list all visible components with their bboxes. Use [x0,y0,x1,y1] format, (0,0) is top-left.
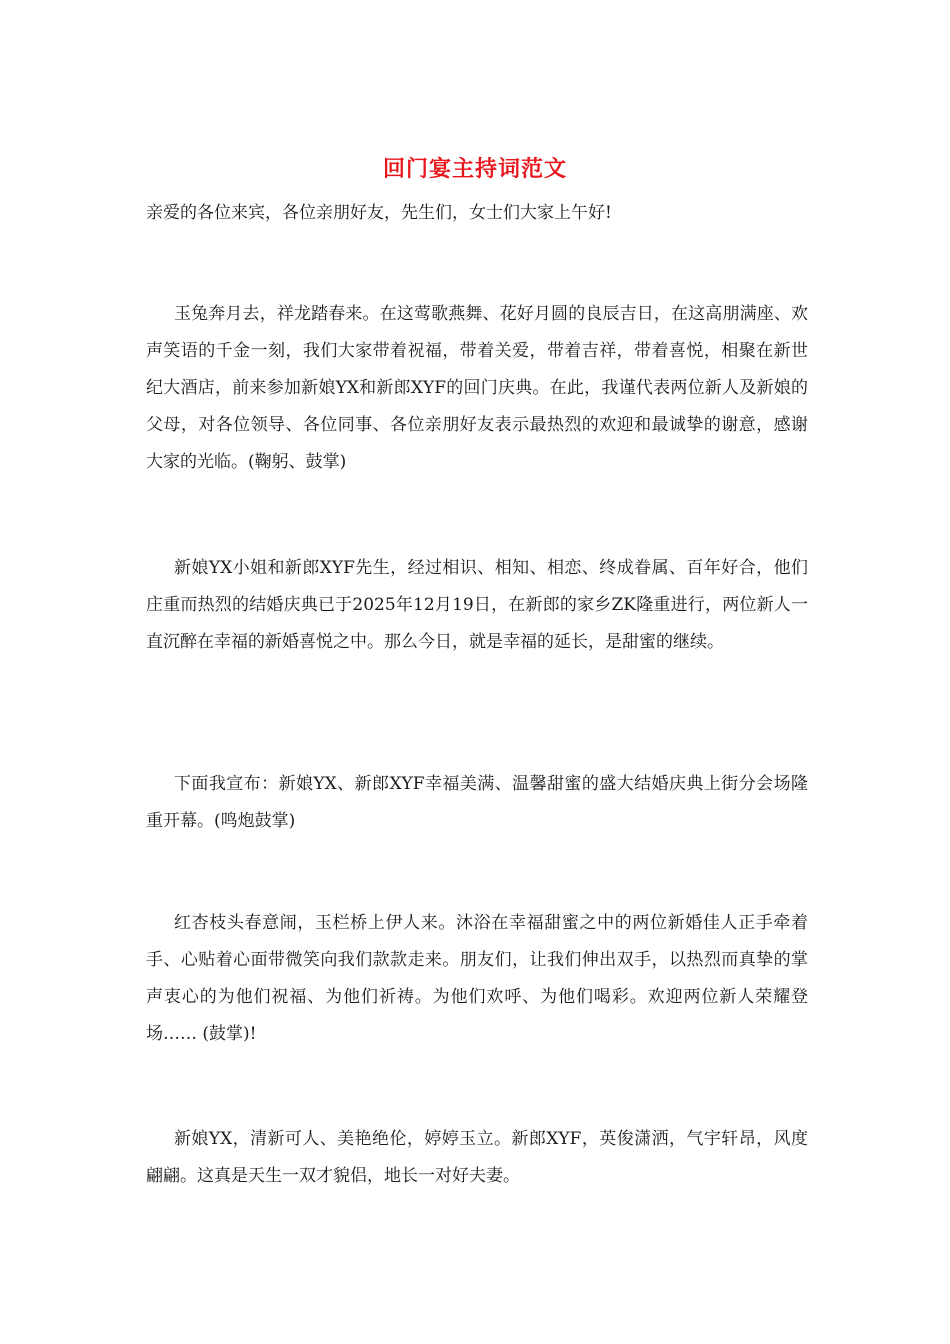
paragraph: 新娘YX，清新可人、美艳绝伦，婷婷玉立。新郎XYF，英俊潇洒，气宇轩昂，风度翩翩。这真是天生一双才貌侣，地长一对好夫妻。 [146,1129,808,1186]
paragraph: 玉兔奔月去，祥龙踏春来。在这莺歌燕舞、花好月圆的良辰吉日，在这高朋满座、欢声笑语的千金一刻，我们大家带着祝福，带着关爱，带着吉祥，带着喜悦，相聚在新世纪大酒店，前来参加新娘YX和新郎XYF的回门庆典。在此，我谨代表两位新人及新娘的父母，对各位领导、各位同事、各位亲朋好友表示最热烈的欢迎和最诚挚的谢意，感谢大家的光临。(鞠躬、鼓掌) [146,304,808,472]
document-title: 回门宴主持词范文 [382,156,567,182]
greeting-line: 亲爱的各位来宾，各位亲朋好友，先生们，女士们大家上午好! [146,203,612,223]
paragraph: 新娘YX小姐和新郎XYF先生，经过相识、相知、相恋、终成眷属、百年好合，他们庄重而热烈的结婚庆典已于2025年12月19日，在新郎的家乡ZK隆重进行，两位新人一直沉醉在幸福的新婚喜悦之中。那么今日，就是幸福的延长，是甜蜜的继续。 [146,558,808,652]
paragraph: 下面我宣布：新娘YX、新郎XYF幸福美满、温馨甜蜜的盛大结婚庆典上街分会场隆重开幕。(鸣炮鼓掌) [146,774,808,831]
paragraph: 红杏枝头春意闹，玉栏桥上伊人来。沐浴在幸福甜蜜之中的两位新婚佳人正手牵着手、心贴着心面带微笑向我们款款走来。朋友们，让我们伸出双手，以热烈而真挚的掌声衷心的为他们祝福、为他们祈祷。为他们欢呼、为他们喝彩。欢迎两位新人荣耀登场…… (鼓掌)! [146,913,808,1044]
